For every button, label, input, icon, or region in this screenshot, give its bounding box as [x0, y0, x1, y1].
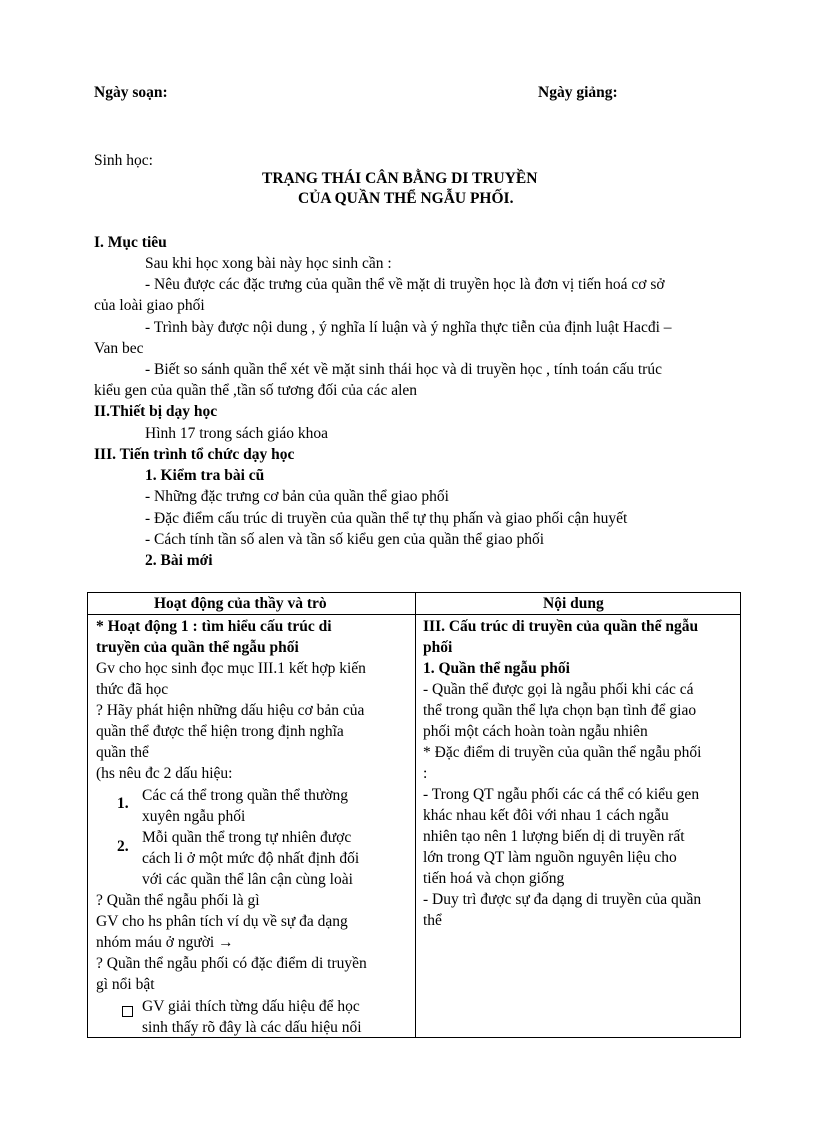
activity-line: ? Quần thể ngẫu phối là gì [96, 892, 260, 909]
activity-heading: truyền của quần thể ngẫu phối [96, 639, 299, 656]
ngay-giang-label: Ngày giảng: [538, 84, 618, 101]
content-line: phối một cách hoàn toàn ngẫu nhiên [423, 723, 648, 740]
content-subheading: 1. Quần thể ngẫu phối [423, 660, 570, 677]
subject-label: Sinh học: [94, 152, 153, 169]
lesson-table [87, 592, 741, 1038]
content-line: - Trong QT ngẫu phối các cá thể có kiểu gen [423, 786, 700, 803]
list-item-2-line: với các quần thể lân cận cùng loài [142, 871, 353, 888]
section-1-line: của loài giao phối [94, 297, 205, 314]
content-line: - Quần thể được gọi là ngẫu phối khi các cá [423, 681, 694, 698]
activity-line: quần thể được thể hiện trong định nghĩa [96, 723, 344, 740]
activity-line: nhóm máu ở người → [96, 934, 234, 951]
section-1-heading: I. Mục tiêu [94, 234, 167, 251]
activity-line: gì nổi bật [96, 976, 155, 993]
table-header-activities: Hoạt động của thầy và trò [154, 595, 327, 612]
activity-heading: * Hoạt động 1 : tìm hiểu cấu trúc di [96, 618, 332, 635]
content-line: * Đặc điểm di truyền của quần thể ngẫu phối [423, 744, 702, 761]
activity-line: Gv cho học sinh đọc mục III.1 kết hợp kiến [96, 660, 366, 677]
list-number-1: 1. [117, 795, 129, 812]
section-1-line: kiểu gen của quần thể ,tần số tương đối của các alen [94, 382, 418, 399]
bullet-line: sinh thấy rõ đây là các dấu hiệu nổi [142, 1019, 362, 1036]
list-item-1-line: Các cá thể trong quần thể thường [142, 787, 348, 804]
activity-line: GV cho hs phân tích ví dụ về sự đa dạng [96, 913, 348, 930]
section-1-line: Sau khi học xong bài này học sinh cần : [145, 255, 392, 272]
section-1-line: - Trình bày được nội dung , ý nghĩa lí luận và ý nghĩa thực tiễn của định luật Hacđi – [145, 319, 672, 336]
content-line: thể [423, 912, 442, 929]
list-item-2-line: cách li ở một mức độ nhất định đối [142, 850, 360, 867]
section-2-heading: II.Thiết bị dạy học [94, 403, 218, 420]
activity-line: ? Hãy phát hiện những dấu hiệu cơ bản của [96, 702, 365, 719]
activity-line: (hs nêu đc 2 dấu hiệu: [96, 765, 233, 782]
list-item-2-line: Mỗi quần thể trong tự nhiên được [142, 829, 352, 846]
table-header-divider [88, 614, 740, 615]
bullet-line: GV giải thích từng dấu hiệu để học [142, 998, 360, 1015]
section-3-item: - Những đặc trưng cơ bản của quần thể giao phối [145, 488, 449, 505]
content-heading: III. Cấu trúc di truyền của quần thể ngẫu [423, 618, 699, 635]
table-header-content: Nội dung [543, 595, 604, 612]
content-line: lớn trong QT làm nguồn nguyên liệu cho [423, 849, 677, 866]
list-number-2: 2. [117, 838, 129, 855]
section-1-line: - Nêu được các đặc trưng của quần thể về mặt di truyền học là đơn vị tiến hoá cơ sở [145, 276, 665, 293]
content-line: thể trong quần thể lựa chọn bạn tình để giao [423, 702, 697, 719]
title-line-2: CỦA QUẦN THỂ NGẪU PHỐI. [298, 190, 514, 207]
section-3-item: - Cách tính tần số alen và tần số kiểu gen của quần thể giao phối [145, 531, 545, 548]
section-3-sub-2: 2. Bài mới [145, 552, 213, 569]
content-line: nhiên tạo nên 1 lượng biến dị di truyền rất [423, 828, 685, 845]
activity-line: thức đã học [96, 681, 169, 698]
section-2-line: Hình 17 trong sách giáo khoa [145, 425, 328, 442]
section-1-line: - Biết so sánh quần thể xét về mặt sinh thái học và di truyền học , tính toán cấu trúc [145, 361, 662, 378]
ngay-soan-label: Ngày soạn: [94, 84, 168, 101]
title-line-1: TRẠNG THÁI CÂN BẰNG DI TRUYỀN [262, 170, 538, 187]
section-3-item: - Đặc điểm cấu trúc di truyền của quần thể tự thụ phấn và giao phối cận huyết [145, 510, 628, 527]
content-line: tiến hoá và chọn giống [423, 870, 565, 887]
section-3-sub-1: 1. Kiểm tra bài cũ [145, 467, 265, 484]
table-column-divider [415, 593, 416, 1037]
activity-line: ? Quần thể ngẫu phối có đặc điểm di truyền [96, 955, 367, 972]
content-line: : [423, 765, 428, 782]
list-item-1-line: xuyên ngẫu phối [142, 808, 246, 825]
content-line: - Duy trì được sự đa dạng di truyền của quần [423, 891, 702, 908]
activity-line: quần thể [96, 744, 149, 761]
checkbox-bullet-icon [122, 1006, 133, 1017]
section-3-heading: III. Tiến trình tổ chức dạy học [94, 446, 295, 463]
section-1-line: Van bec [94, 340, 144, 357]
content-line: khác nhau kết đôi với nhau 1 cách ngẫu [423, 807, 669, 824]
content-heading: phối [423, 639, 453, 656]
